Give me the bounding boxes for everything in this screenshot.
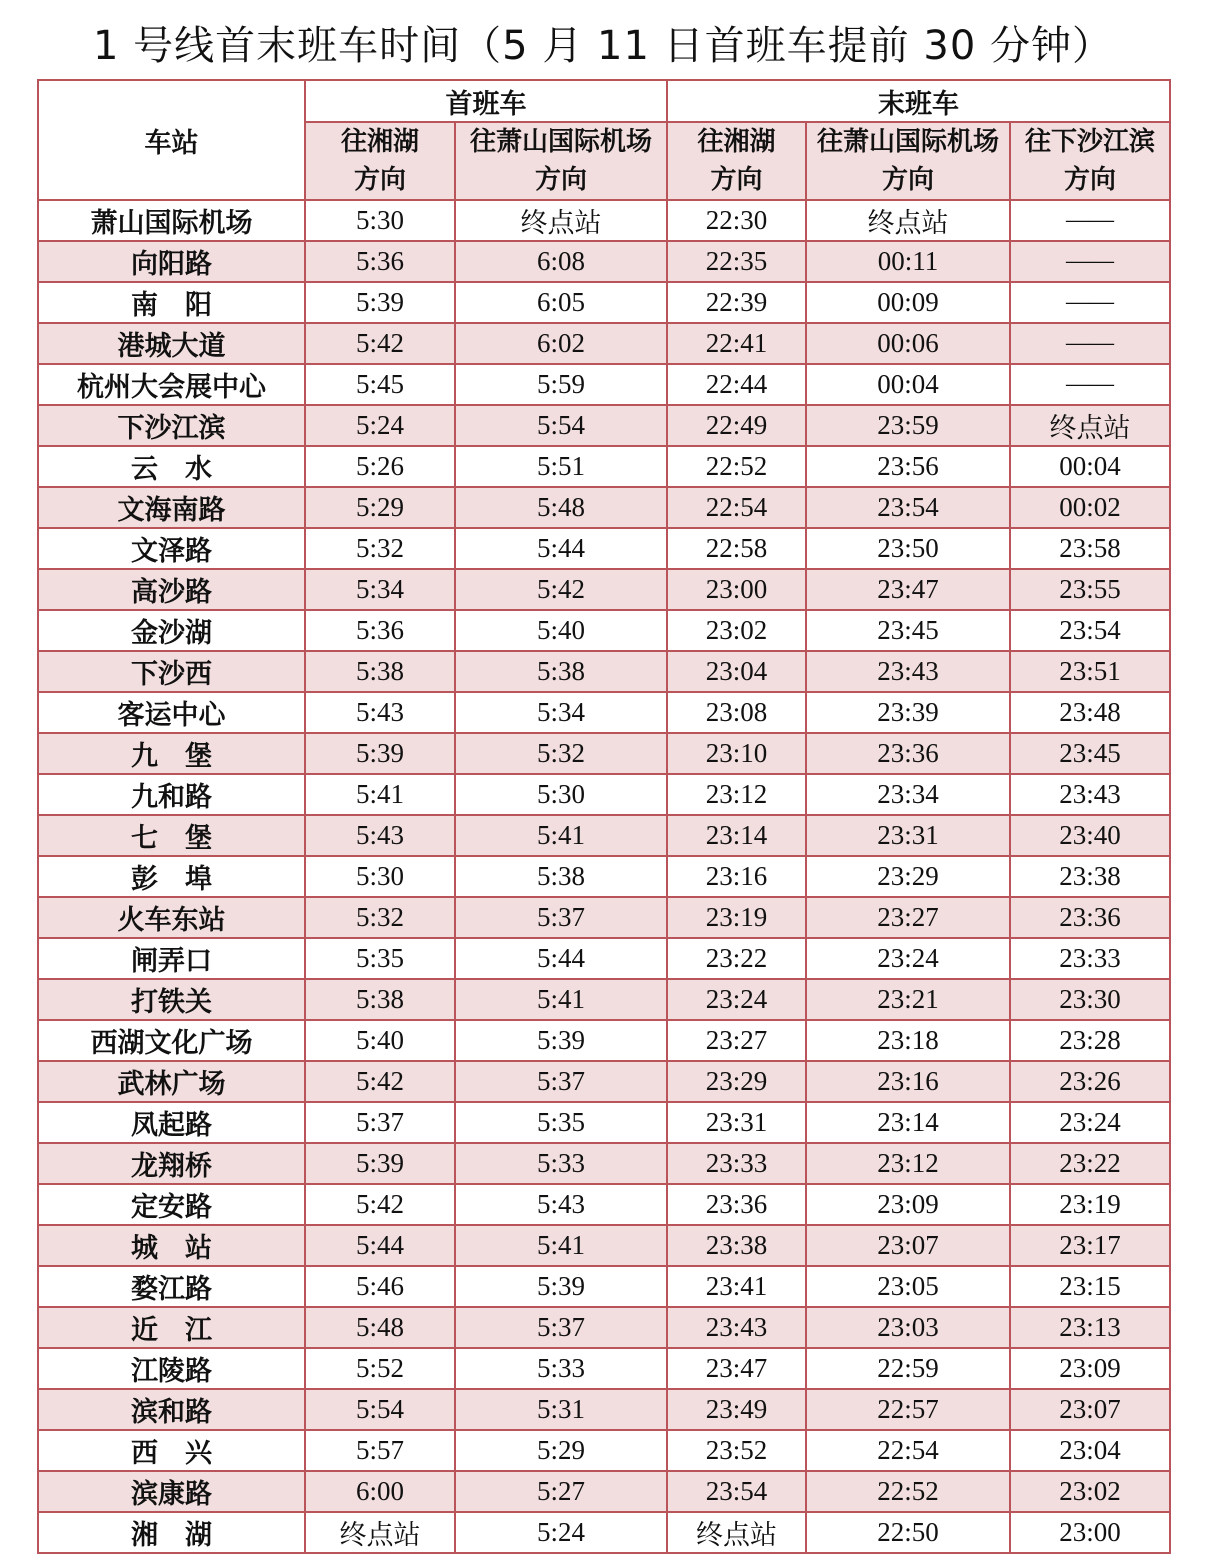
first-to-xianghu-time: 5:42 xyxy=(305,323,455,364)
last-to-xiasha-time: 23:04 xyxy=(1010,1430,1170,1471)
first-to-airport-time: 5:51 xyxy=(455,446,667,487)
table-row xyxy=(38,1061,1170,1102)
first-to-airport-time: 5:33 xyxy=(455,1143,667,1184)
first-to-xianghu-time: 5:46 xyxy=(305,1266,455,1307)
last-to-xianghu-time: 23:33 xyxy=(667,1143,806,1184)
first-to-airport-time: 5:37 xyxy=(455,1307,667,1348)
table-row xyxy=(38,1307,1170,1348)
station-name: 滨康路 xyxy=(38,1471,305,1512)
table-row xyxy=(38,1143,1170,1184)
last-to-xiasha-time: 00:04 xyxy=(1010,446,1170,487)
last-to-airport-time: 23:34 xyxy=(806,774,1010,815)
last-to-xiasha-time: 23:30 xyxy=(1010,979,1170,1020)
station-name: 下沙江滨 xyxy=(38,405,305,446)
first-to-airport-time: 5:37 xyxy=(455,897,667,938)
table-row xyxy=(38,938,1170,979)
first-to-xianghu-time: 5:48 xyxy=(305,1307,455,1348)
last-to-airport-time: 23:56 xyxy=(806,446,1010,487)
first-to-xianghu-time: 5:42 xyxy=(305,1184,455,1225)
table-row xyxy=(38,692,1170,733)
table-row xyxy=(38,1430,1170,1471)
last-to-xiasha-time: 23:22 xyxy=(1010,1143,1170,1184)
station-name: 定安路 xyxy=(38,1184,305,1225)
first-to-airport-time: 5:41 xyxy=(455,1225,667,1266)
last-to-xianghu-header xyxy=(667,122,806,200)
last-to-xianghu-time: 22:54 xyxy=(667,487,806,528)
last-to-xiasha-header xyxy=(1010,122,1170,200)
last-to-xianghu-time: 23:31 xyxy=(667,1102,806,1143)
first-to-airport-time: 5:35 xyxy=(455,1102,667,1143)
last-to-xianghu-time: 23:02 xyxy=(667,610,806,651)
table-row xyxy=(38,1512,1170,1553)
station-name: 江陵路 xyxy=(38,1348,305,1389)
first-to-xianghu-time: 5:36 xyxy=(305,241,455,282)
last-to-xiasha-time: 23:40 xyxy=(1010,815,1170,856)
last-to-airport-time: 23:59 xyxy=(806,405,1010,446)
first-to-xianghu-time: 5:52 xyxy=(305,1348,455,1389)
first-to-airport-time: 5:44 xyxy=(455,938,667,979)
station-name: 港城大道 xyxy=(38,323,305,364)
last-to-xiasha-time: 00:02 xyxy=(1010,487,1170,528)
last-to-airport-time: 22:54 xyxy=(806,1430,1010,1471)
header-text: 往萧山国际机场 方向 xyxy=(816,127,999,195)
first-to-xianghu-time: 5:30 xyxy=(305,200,455,241)
first-to-xianghu-time: 5:24 xyxy=(305,405,455,446)
table-row xyxy=(38,323,1170,364)
header-text: 往下沙江滨 方向 xyxy=(1025,127,1156,195)
first-to-airport-time: 5:27 xyxy=(455,1471,667,1512)
station-name: 龙翔桥 xyxy=(38,1143,305,1184)
last-to-airport-time: 终点站 xyxy=(806,200,1010,241)
station-name: 湘 湖 xyxy=(38,1512,305,1553)
last-to-airport-time: 23:39 xyxy=(806,692,1010,733)
last-to-xianghu-time: 23:16 xyxy=(667,856,806,897)
station-name: 南 阳 xyxy=(38,282,305,323)
last-to-xianghu-time: 23:08 xyxy=(667,692,806,733)
table-row xyxy=(38,1020,1170,1061)
table-row xyxy=(38,405,1170,446)
first-to-airport-time: 6:08 xyxy=(455,241,667,282)
last-to-xianghu-time: 22:41 xyxy=(667,323,806,364)
last-to-xiasha-time: 23:38 xyxy=(1010,856,1170,897)
first-to-xianghu-time: 5:32 xyxy=(305,528,455,569)
last-to-xiasha-time: 23:51 xyxy=(1010,651,1170,692)
table-row xyxy=(38,1389,1170,1430)
last-to-xiasha-time: 23:48 xyxy=(1010,692,1170,733)
first-to-airport-time: 5:29 xyxy=(455,1430,667,1471)
last-to-xiasha-time: 23:19 xyxy=(1010,1184,1170,1225)
last-to-xianghu-time: 23:52 xyxy=(667,1430,806,1471)
station-name: 下沙西 xyxy=(38,651,305,692)
station-name: 九和路 xyxy=(38,774,305,815)
first-to-xianghu-time: 5:30 xyxy=(305,856,455,897)
first-to-xianghu-time: 5:43 xyxy=(305,692,455,733)
first-to-airport-time: 5:39 xyxy=(455,1266,667,1307)
last-to-xiasha-time: —— xyxy=(1010,364,1170,405)
station-name: 云 水 xyxy=(38,446,305,487)
station-name: 客运中心 xyxy=(38,692,305,733)
table-row xyxy=(38,1266,1170,1307)
station-name: 九 堡 xyxy=(38,733,305,774)
station-name: 向阳路 xyxy=(38,241,305,282)
first-to-xianghu-time: 5:29 xyxy=(305,487,455,528)
table-row xyxy=(38,1225,1170,1266)
last-to-xianghu-time: 23:00 xyxy=(667,569,806,610)
last-to-airport-time: 23:12 xyxy=(806,1143,1010,1184)
last-to-xiasha-time: 23:13 xyxy=(1010,1307,1170,1348)
last-to-airport-time: 23:36 xyxy=(806,733,1010,774)
last-to-xiasha-time: —— xyxy=(1010,282,1170,323)
last-to-xiasha-time: —— xyxy=(1010,323,1170,364)
table-row xyxy=(38,241,1170,282)
first-to-airport-time: 5:59 xyxy=(455,364,667,405)
table-row xyxy=(38,487,1170,528)
last-to-xianghu-time: 23:38 xyxy=(667,1225,806,1266)
station-name: 近 江 xyxy=(38,1307,305,1348)
first-to-airport-time: 6:05 xyxy=(455,282,667,323)
station-name: 杭州大会展中心 xyxy=(38,364,305,405)
last-to-xiasha-time: 23:26 xyxy=(1010,1061,1170,1102)
last-to-xiasha-time: 23:00 xyxy=(1010,1512,1170,1553)
last-to-xiasha-time: 23:54 xyxy=(1010,610,1170,651)
last-to-airport-time: 22:57 xyxy=(806,1389,1010,1430)
first-to-airport-time: 5:40 xyxy=(455,610,667,651)
station-column-header: 车站 xyxy=(38,80,305,200)
last-to-airport-time: 23:18 xyxy=(806,1020,1010,1061)
last-to-airport-time: 23:03 xyxy=(806,1307,1010,1348)
first-to-xianghu-time: 5:35 xyxy=(305,938,455,979)
page-title: 1 号线首末班车时间（5 月 11 日首班车提前 30 分钟） xyxy=(93,23,1113,69)
table-row xyxy=(38,610,1170,651)
table-row xyxy=(38,446,1170,487)
station-name: 金沙湖 xyxy=(38,610,305,651)
first-to-airport-time: 5:39 xyxy=(455,1020,667,1061)
table-row xyxy=(38,774,1170,815)
first-to-xianghu-time: 6:00 xyxy=(305,1471,455,1512)
table-row xyxy=(38,528,1170,569)
last-to-xianghu-time: 22:49 xyxy=(667,405,806,446)
last-to-airport-time: 23:07 xyxy=(806,1225,1010,1266)
last-to-xiasha-time: 23:28 xyxy=(1010,1020,1170,1061)
last-to-xianghu-time: 23:12 xyxy=(667,774,806,815)
header-text: 往湘湖 方向 xyxy=(340,127,419,195)
last-to-airport-time: 00:06 xyxy=(806,323,1010,364)
station-name: 萧山国际机场 xyxy=(38,200,305,241)
first-to-airport-time: 5:32 xyxy=(455,733,667,774)
first-to-xianghu-time: 5:42 xyxy=(305,1061,455,1102)
first-to-xianghu-time: 5:57 xyxy=(305,1430,455,1471)
table-row xyxy=(38,1348,1170,1389)
last-to-xiasha-time: 23:55 xyxy=(1010,569,1170,610)
station-name: 文泽路 xyxy=(38,528,305,569)
header-text: 往萧山国际机场 方向 xyxy=(469,127,652,195)
last-to-airport-time: 22:52 xyxy=(806,1471,1010,1512)
first-to-airport-time: 5:41 xyxy=(455,815,667,856)
last-to-airport-time: 23:05 xyxy=(806,1266,1010,1307)
first-to-airport-time: 5:43 xyxy=(455,1184,667,1225)
last-to-xiasha-time: 23:24 xyxy=(1010,1102,1170,1143)
table-row xyxy=(38,979,1170,1020)
first-to-airport-time: 5:33 xyxy=(455,1348,667,1389)
last-to-xianghu-time: 23:36 xyxy=(667,1184,806,1225)
first-to-xianghu-time: 5:36 xyxy=(305,610,455,651)
last-to-xianghu-time: 23:24 xyxy=(667,979,806,1020)
table-row xyxy=(38,364,1170,405)
last-to-airport-time: 00:09 xyxy=(806,282,1010,323)
first-to-airport-time: 5:34 xyxy=(455,692,667,733)
first-to-xianghu-time: 5:38 xyxy=(305,979,455,1020)
first-to-xianghu-time: 5:54 xyxy=(305,1389,455,1430)
last-to-xiasha-time: —— xyxy=(1010,200,1170,241)
last-to-airport-time: 00:11 xyxy=(806,241,1010,282)
first-to-airport-time: 5:30 xyxy=(455,774,667,815)
last-to-airport-time: 23:45 xyxy=(806,610,1010,651)
first-to-airport-time: 5:42 xyxy=(455,569,667,610)
last-to-airport-time: 23:09 xyxy=(806,1184,1010,1225)
last-to-xianghu-time: 22:44 xyxy=(667,364,806,405)
station-name: 文海南路 xyxy=(38,487,305,528)
station-name: 凤起路 xyxy=(38,1102,305,1143)
first-to-xianghu-time: 终点站 xyxy=(305,1512,455,1553)
last-to-airport-time: 00:04 xyxy=(806,364,1010,405)
station-name: 七 堡 xyxy=(38,815,305,856)
last-to-xiasha-time: 23:58 xyxy=(1010,528,1170,569)
first-to-airport-header xyxy=(455,122,667,200)
first-to-airport-time: 5:54 xyxy=(455,405,667,446)
last-to-airport-time: 22:50 xyxy=(806,1512,1010,1553)
station-name: 高沙路 xyxy=(38,569,305,610)
first-to-xianghu-time: 5:38 xyxy=(305,651,455,692)
last-to-xianghu-time: 23:22 xyxy=(667,938,806,979)
station-name: 西湖文化广场 xyxy=(38,1020,305,1061)
last-to-airport-time: 23:31 xyxy=(806,815,1010,856)
first-to-airport-time: 5:38 xyxy=(455,856,667,897)
last-to-airport-time: 23:14 xyxy=(806,1102,1010,1143)
last-to-airport-time: 23:24 xyxy=(806,938,1010,979)
last-to-xiasha-time: 23:15 xyxy=(1010,1266,1170,1307)
station-name: 打铁关 xyxy=(38,979,305,1020)
first-to-airport-time: 6:02 xyxy=(455,323,667,364)
last-to-xianghu-time: 22:52 xyxy=(667,446,806,487)
last-to-xianghu-time: 23:49 xyxy=(667,1389,806,1430)
timetable xyxy=(37,79,1171,1554)
last-to-xiasha-time: 23:33 xyxy=(1010,938,1170,979)
last-to-xianghu-time: 23:47 xyxy=(667,1348,806,1389)
first-to-airport-time: 5:48 xyxy=(455,487,667,528)
last-to-xiasha-time: 23:36 xyxy=(1010,897,1170,938)
station-name: 婺江路 xyxy=(38,1266,305,1307)
table-row xyxy=(38,651,1170,692)
last-to-xianghu-time: 23:29 xyxy=(667,1061,806,1102)
first-to-xianghu-time: 5:41 xyxy=(305,774,455,815)
last-to-airport-time: 23:47 xyxy=(806,569,1010,610)
last-to-airport-header xyxy=(806,122,1010,200)
first-to-xianghu-time: 5:39 xyxy=(305,1143,455,1184)
table-row xyxy=(38,1184,1170,1225)
first-to-xianghu-time: 5:37 xyxy=(305,1102,455,1143)
first-to-xianghu-time: 5:45 xyxy=(305,364,455,405)
last-to-xiasha-time: 23:43 xyxy=(1010,774,1170,815)
station-name: 滨和路 xyxy=(38,1389,305,1430)
first-to-airport-time: 5:44 xyxy=(455,528,667,569)
first-to-xianghu-header xyxy=(305,122,455,200)
table-row xyxy=(38,1471,1170,1512)
last-to-xiasha-time: 23:17 xyxy=(1010,1225,1170,1266)
timetable-body xyxy=(38,200,1170,1553)
table-row xyxy=(38,733,1170,774)
first-to-airport-time: 终点站 xyxy=(455,200,667,241)
last-to-xianghu-time: 终点站 xyxy=(667,1512,806,1553)
first-to-xianghu-time: 5:44 xyxy=(305,1225,455,1266)
station-name: 彭 埠 xyxy=(38,856,305,897)
last-train-header: 末班车 xyxy=(667,80,1170,122)
last-to-airport-time: 23:29 xyxy=(806,856,1010,897)
last-to-airport-time: 23:43 xyxy=(806,651,1010,692)
last-to-xiasha-time: 23:45 xyxy=(1010,733,1170,774)
last-to-airport-time: 23:27 xyxy=(806,897,1010,938)
station-name: 城 站 xyxy=(38,1225,305,1266)
last-to-xiasha-time: 终点站 xyxy=(1010,405,1170,446)
first-to-xianghu-time: 5:32 xyxy=(305,897,455,938)
first-to-airport-time: 5:24 xyxy=(455,1512,667,1553)
last-to-xianghu-time: 23:14 xyxy=(667,815,806,856)
table-row xyxy=(38,1102,1170,1143)
header-text: 往湘湖 方向 xyxy=(697,127,776,195)
first-to-airport-time: 5:37 xyxy=(455,1061,667,1102)
table-row xyxy=(38,282,1170,323)
last-to-xianghu-time: 23:54 xyxy=(667,1471,806,1512)
last-to-xiasha-time: —— xyxy=(1010,241,1170,282)
table-row xyxy=(38,897,1170,938)
last-to-xianghu-time: 22:35 xyxy=(667,241,806,282)
first-to-xianghu-time: 5:26 xyxy=(305,446,455,487)
last-to-xianghu-time: 22:58 xyxy=(667,528,806,569)
table-row xyxy=(38,856,1170,897)
last-to-xianghu-time: 23:19 xyxy=(667,897,806,938)
last-to-airport-time: 22:59 xyxy=(806,1348,1010,1389)
last-to-airport-time: 23:16 xyxy=(806,1061,1010,1102)
last-to-xianghu-time: 22:39 xyxy=(667,282,806,323)
first-train-header: 首班车 xyxy=(305,80,667,122)
last-to-xianghu-time: 23:10 xyxy=(667,733,806,774)
station-name: 武林广场 xyxy=(38,1061,305,1102)
last-to-xianghu-time: 23:04 xyxy=(667,651,806,692)
last-to-airport-time: 23:21 xyxy=(806,979,1010,1020)
first-to-xianghu-time: 5:39 xyxy=(305,733,455,774)
last-to-xianghu-time: 23:43 xyxy=(667,1307,806,1348)
last-to-airport-time: 23:54 xyxy=(806,487,1010,528)
first-to-xianghu-time: 5:34 xyxy=(305,569,455,610)
last-to-xiasha-time: 23:07 xyxy=(1010,1389,1170,1430)
last-to-xianghu-time: 22:30 xyxy=(667,200,806,241)
first-to-xianghu-time: 5:43 xyxy=(305,815,455,856)
table-row xyxy=(38,200,1170,241)
first-to-xianghu-time: 5:40 xyxy=(305,1020,455,1061)
last-to-xianghu-time: 23:27 xyxy=(667,1020,806,1061)
station-name: 闸弄口 xyxy=(38,938,305,979)
station-name: 火车东站 xyxy=(38,897,305,938)
last-to-airport-time: 23:50 xyxy=(806,528,1010,569)
table-row xyxy=(38,569,1170,610)
last-to-xianghu-time: 23:41 xyxy=(667,1266,806,1307)
first-to-airport-time: 5:38 xyxy=(455,651,667,692)
last-to-xiasha-time: 23:09 xyxy=(1010,1348,1170,1389)
station-name: 西 兴 xyxy=(38,1430,305,1471)
first-to-airport-time: 5:41 xyxy=(455,979,667,1020)
last-to-xiasha-time: 23:02 xyxy=(1010,1471,1170,1512)
table-row xyxy=(38,815,1170,856)
first-to-xianghu-time: 5:39 xyxy=(305,282,455,323)
first-to-airport-time: 5:31 xyxy=(455,1389,667,1430)
